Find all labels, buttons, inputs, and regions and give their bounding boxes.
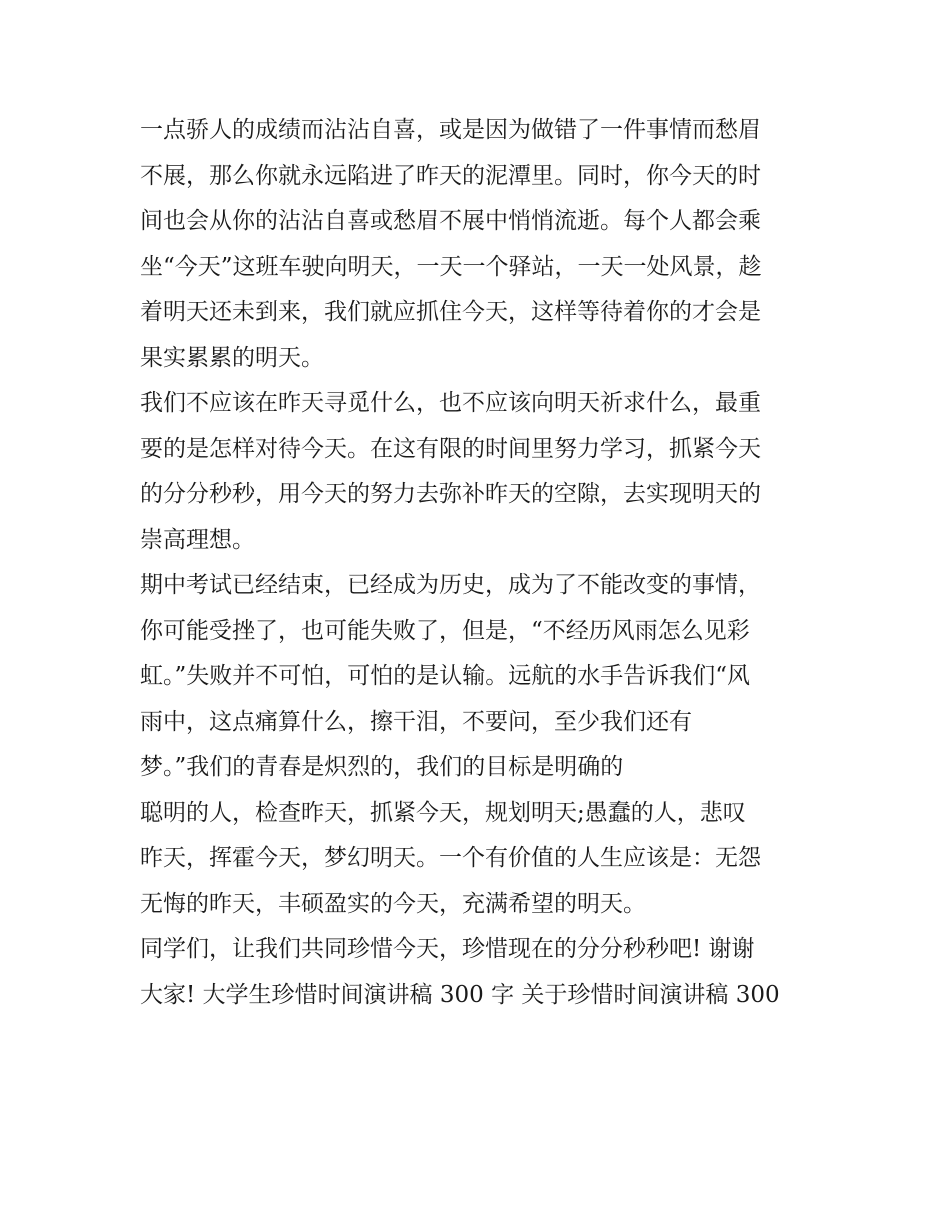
text-line: 无悔的昨天，丰硕盈实的今天，充满希望的明天。 — [140, 890, 646, 917]
text-line: 同学们，让我们共同珍惜今天，珍惜现在的分分秒秒吧! 谢谢 — [140, 936, 755, 962]
text-line: 要的是怎样对待今天。在这有限的时间里努力学习，抓紧今天 — [140, 435, 761, 462]
text-line: 着明天还未到来，我们就应抓住今天，这样等待着你的才会是 — [140, 299, 761, 325]
text-line: 的分分秒秒，用今天的努力去弥补昨天的空隙，去实现明天的 — [140, 481, 761, 507]
text-line: 一点骄人的成绩而沾沾自喜，或是因为做错了一件事情而愁眉 — [140, 117, 761, 143]
text-line: 聪明的人，检查昨天，抓紧今天，规划明天;愚蠢的人，悲叹 — [140, 799, 746, 826]
text-line: 果实累累的明天。 — [140, 344, 324, 371]
text-line: 昨天，挥霍今天，梦幻明天。一个有价值的人生应该是：无怨 — [140, 845, 761, 871]
text-line: 我们不应该在昨天寻觅什么，也不应该向明天祈求什么，最重 — [140, 390, 761, 416]
text-line: 梦。”我们的青春是炽烈的，我们的目标是明确的 — [140, 754, 624, 780]
text-line: 坐“今天”这班车驶向明天，一天一个驿站，一天一处风景，趁 — [140, 253, 762, 280]
text-line: 崇高理想。 — [140, 526, 255, 553]
text-line: 你可能受挫了，也可能失败了，但是，“不经历风雨怎么见彩 — [140, 617, 750, 644]
text-line: 雨中，这点痛算什么，擦干泪，不要问，至少我们还有 — [140, 708, 692, 735]
document-body — [140, 108, 820, 1018]
text-line: 不展，那么你就永远陷进了昨天的泥潭里。同时，你今天的时 — [140, 162, 761, 189]
text-line: 期中考试已经结束，已经成为历史，成为了不能改变的事情， — [140, 572, 761, 598]
text-line: 大家! 大学生珍惜时间演讲稿 300 字 关于珍惜时间演讲稿 300 — [140, 981, 780, 1008]
text-line: 间也会从你的沾沾自喜或愁眉不展中悄悄流逝。每个人都会乘 — [140, 208, 761, 234]
text-line: 虹。”失败并不可怕，可怕的是认输。远航的水手告诉我们“风 — [140, 663, 751, 689]
